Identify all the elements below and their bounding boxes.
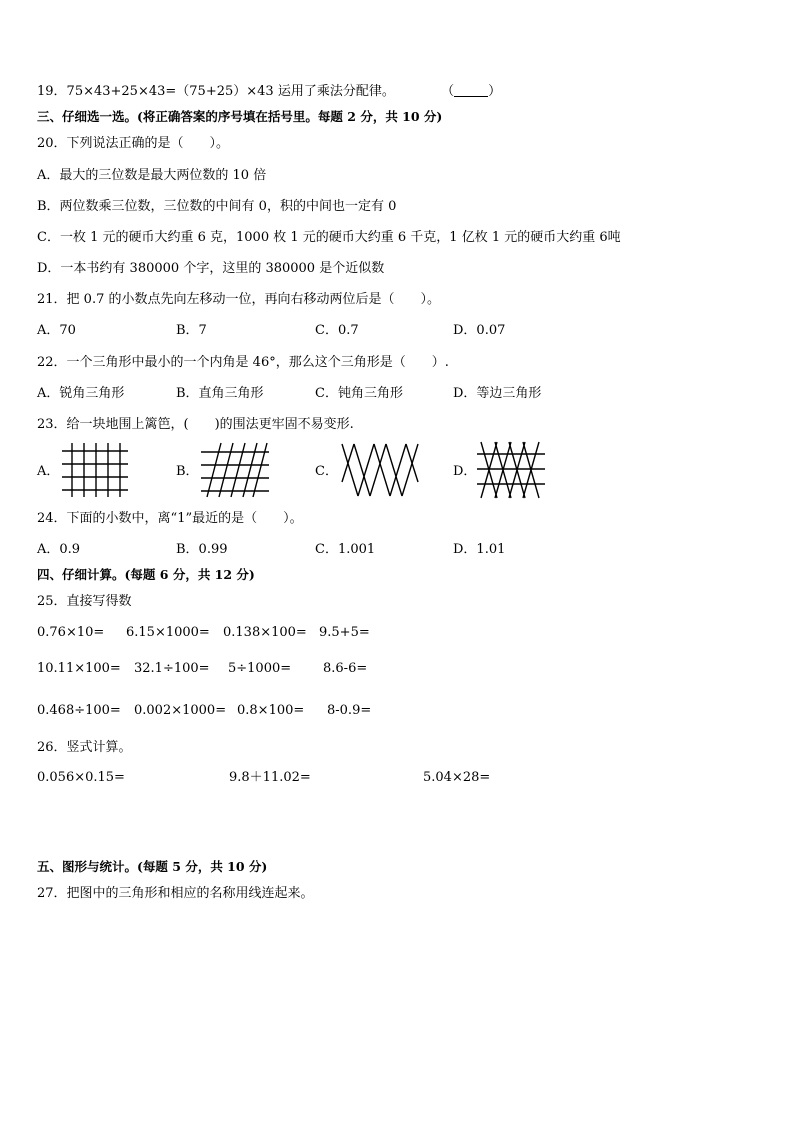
question-22-option-b: B．直角三角形: [176, 386, 264, 401]
calc-item: 5÷1000=: [228, 661, 292, 676]
question-23-option-b: B．: [176, 464, 199, 479]
question-20-option-c: C．一枚 1 元的硬币大约重 6 克，1000 枚 1 元的硬币大约重 6 千克，1 亿枚 1 元的硬币大约重 6吨: [37, 230, 621, 245]
fence-figure-b: [201, 442, 269, 498]
question-23-option-d: D．: [453, 464, 477, 479]
question-27-stem: 27．把图中的三角形和相应的名称用线连起来。: [37, 886, 314, 901]
question-24-option-a: A．0.9: [37, 542, 81, 557]
question-24-option-c: C．1.001: [315, 542, 376, 557]
question-21-option-b: B．7: [176, 323, 207, 338]
calc-item: 0.76×10=: [37, 625, 105, 640]
question-20-stem: 20．下列说法正确的是（ ）。: [37, 136, 230, 151]
question-20-option-d: D．一本书约有 380000 个字，这里的 380000 是个近似数: [37, 261, 385, 276]
answer-paren-close: ）: [488, 84, 502, 99]
calc-item: 0.138×100=: [223, 625, 307, 640]
question-21-stem: 21．把 0.7 的小数点先向左移动一位，再向右移动两位后是（ ）。: [37, 292, 440, 307]
fence-figure-a: [62, 442, 128, 498]
question-25-stem: 25．直接写得数: [37, 594, 132, 609]
question-23-option-c: C．: [315, 464, 338, 479]
question-22-option-c: C．钝角三角形: [315, 386, 403, 401]
calc-item: 0.8×100=: [237, 703, 305, 718]
question-23-stem: 23．给一块地围上篱笆，( )的围法更牢固不易变形.: [37, 417, 354, 432]
section-4-title: 四、仔细计算。(每题 6 分，共 12 分): [37, 567, 255, 582]
fence-figure-d: [477, 440, 545, 500]
question-22-stem: 22．一个三角形中最小的一个内角是 46°，那么这个三角形是（ ）.: [37, 355, 449, 370]
question-21-option-a: A．70: [37, 323, 76, 338]
question-21-option-c: C．0.7: [315, 323, 359, 338]
calc-item: 32.1÷100=: [134, 661, 210, 676]
calc-item: 0.002×1000=: [134, 703, 227, 718]
calc-item: 10.11×100=: [37, 661, 121, 676]
question-22-option-a: A．锐角三角形: [37, 386, 125, 401]
answer-blank[interactable]: [454, 84, 488, 97]
calc-item: 9.5+5=: [319, 625, 370, 640]
calc-item: 6.15×1000=: [126, 625, 210, 640]
answer-paren-open: （: [441, 84, 455, 99]
question-20-option-a: A．最大的三位数是最大两位数的 10 倍: [37, 168, 267, 183]
question-21-option-d: D．0.07: [453, 323, 506, 338]
calc-item: 8.6-6=: [323, 661, 368, 676]
question-24-option-d: D．1.01: [453, 542, 506, 557]
question-24-option-b: B．0.99: [176, 542, 228, 557]
calc-item: 8-0.9=: [327, 703, 372, 718]
vertical-calc-item: 5.04×28=: [423, 770, 491, 785]
section-3-title: 三、仔细选一选。(将正确答案的序号填在括号里。每题 2 分，共 10 分): [37, 109, 443, 124]
fence-figure-c: [340, 442, 420, 498]
vertical-calc-item: 0.056×0.15=: [37, 770, 125, 785]
question-20-option-b: B．两位数乘三位数，三位数的中间有 0，积的中间也一定有 0: [37, 199, 397, 214]
question-19-text: 19．75×43+25×43=（75+25）×43 运用了乘法分配律。: [37, 84, 395, 99]
question-19: [37, 84, 501, 100]
calc-item: 0.468÷100=: [37, 703, 121, 718]
vertical-calc-item: 9.8＋11.02=: [229, 770, 311, 785]
question-24-stem: 24．下面的小数中，离“1”最近的是（ ）。: [37, 511, 303, 526]
section-5-title: 五、图形与统计。(每题 5 分，共 10 分): [37, 859, 268, 874]
question-23-option-a: A．: [37, 464, 60, 479]
question-26-stem: 26．竖式计算。: [37, 740, 132, 755]
question-22-option-d: D．等边三角形: [453, 386, 542, 401]
